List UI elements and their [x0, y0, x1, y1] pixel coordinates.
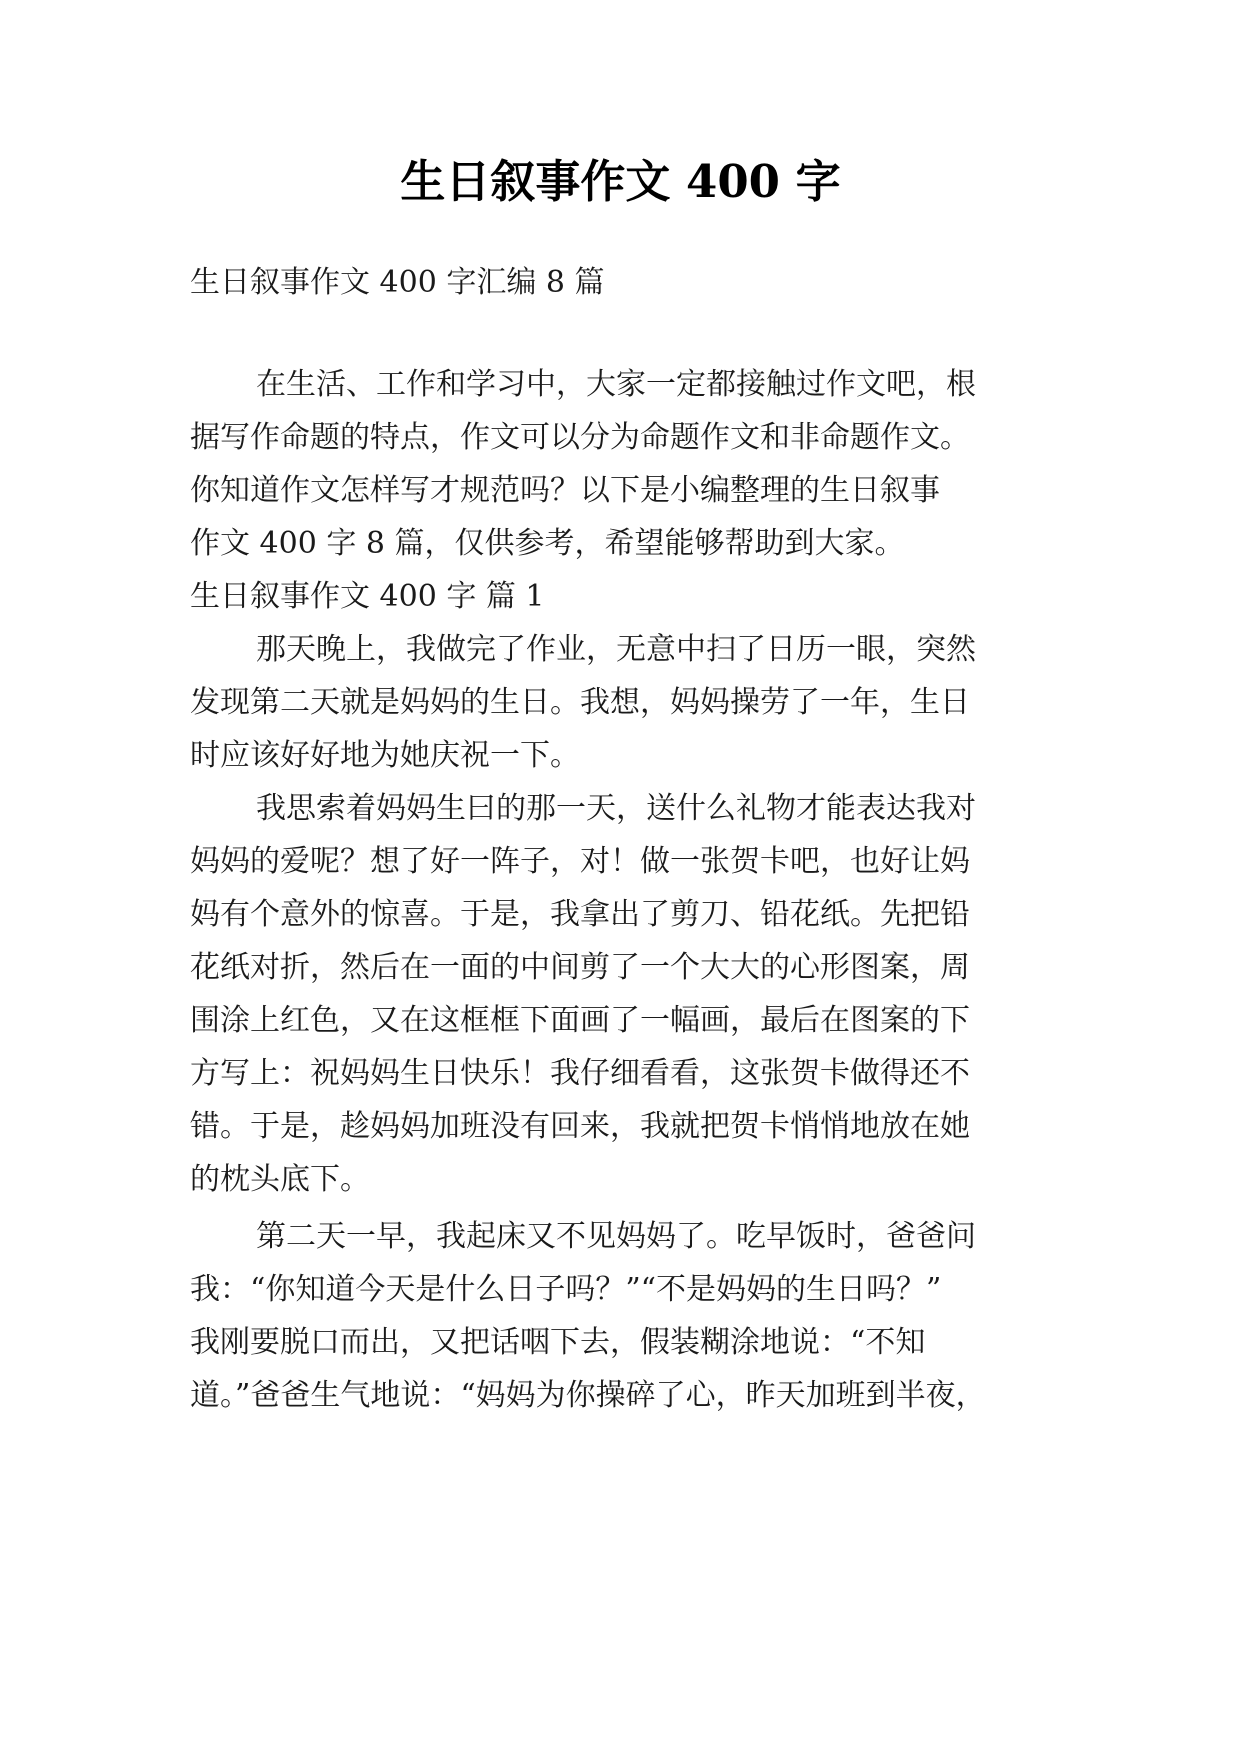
paragraph-line: 的枕头底下。	[190, 1162, 370, 1197]
paragraph-line: 第二天一早，我起床又不见妈妈了。吃早饭时，爸爸问	[256, 1219, 976, 1254]
intro-line: 在生活、工作和学习中，大家一定都接触过作文吧，根	[256, 367, 976, 402]
paragraph-line: 我思索着妈妈生曰的那一天，送什么礼物才能表达我对	[256, 791, 976, 826]
paragraph-line: 我：“你知道今天是什么日子吗？”“不是妈妈的生日吗？”	[190, 1272, 942, 1307]
section-heading: 生日叙事作文 400 字 篇 1	[190, 579, 545, 614]
intro-line: 作文 400 字 8 篇，仅供参考，希望能够帮助到大家。	[190, 526, 905, 561]
paragraph-line: 时应该好好地为她庆祝一下。	[190, 738, 580, 773]
paragraph-line: 妈有个意外的惊喜。于是，我拿出了剪刀、铅花纸。先把铅	[190, 897, 970, 932]
intro-line: 据写作命题的特点，作文可以分为命题作文和非命题作文。	[190, 420, 970, 455]
paragraph-line: 我刚要脱口而出，又把话咽下去，假装糊涂地说：“不知	[190, 1325, 926, 1360]
paragraph-line: 发现第二天就是妈妈的生日。我想，妈妈操劳了一年，生日	[190, 685, 970, 720]
intro-line: 你知道作文怎样写才规范吗？以下是小编整理的生日叙事	[190, 473, 940, 508]
paragraph-line: 花纸对折，然后在一面的中间剪了一个大大的心形图案，周	[190, 950, 970, 985]
document-subtitle: 生日叙事作文 400 字汇编 8 篇	[190, 265, 605, 300]
document-title: 生日叙事作文 400 字	[400, 155, 841, 208]
paragraph-line: 错。于是，趁妈妈加班没有回来，我就把贺卡悄悄地放在她	[190, 1109, 970, 1144]
paragraph-line: 道。”爸爸生气地说：“妈妈为你操碎了心，昨天加班到半夜，	[190, 1378, 986, 1413]
paragraph-line: 方写上：祝妈妈生日快乐！我仔细看看，这张贺卡做得还不	[190, 1056, 970, 1091]
paragraph-line: 妈妈的爱呢？想了好一阵子，对！做一张贺卡吧，也好让妈	[190, 844, 970, 879]
paragraph-line: 围涂上红色，又在这框框下面画了一幅画，最后在图案的下	[190, 1003, 970, 1038]
paragraph-line: 那天晚上，我做完了作业，无意中扫了日历一眼，突然	[256, 632, 976, 667]
